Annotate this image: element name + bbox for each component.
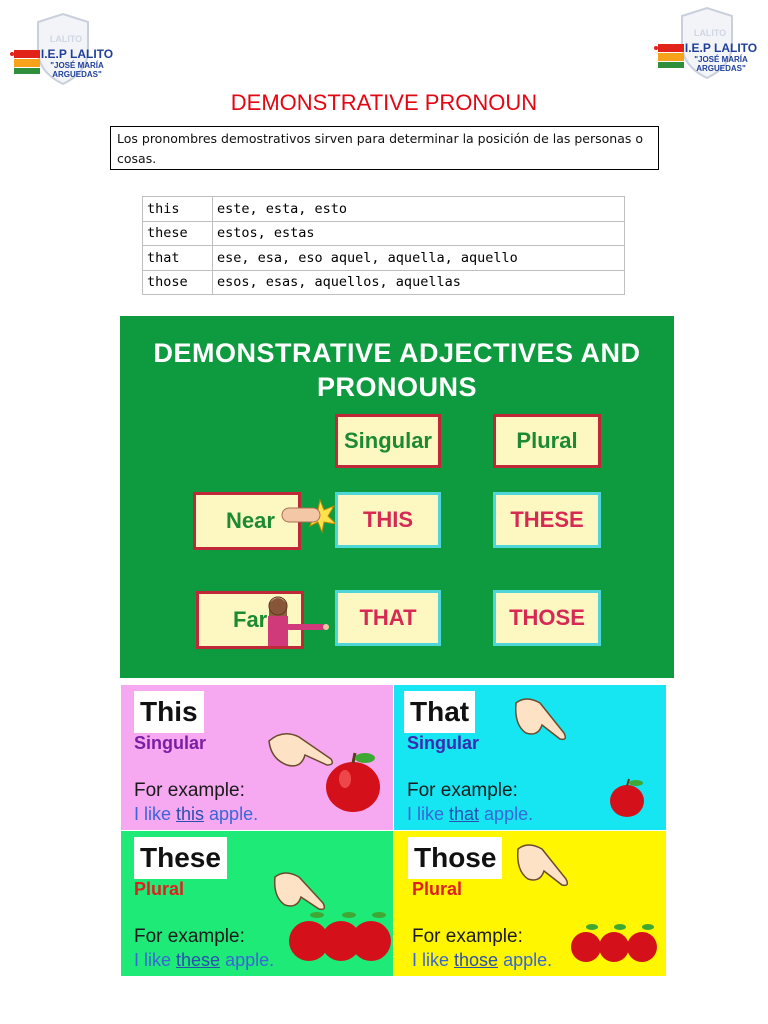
logo-name: I.E.P LALITO (684, 41, 758, 55)
pointing-hand-icon (512, 693, 572, 747)
quadrant-word: Those (408, 837, 502, 879)
far-label: Far (233, 607, 268, 632)
this-card (335, 492, 441, 548)
quadrant-number: Singular (407, 733, 480, 753)
table-cell-en: these (143, 221, 213, 246)
chart-title-line-2: PRONOUNS (316, 372, 477, 402)
pointing-girl-icon (262, 594, 332, 648)
table-cell-es: estos, estas (213, 221, 625, 246)
apple-icon (323, 749, 387, 815)
example-label: For example: (407, 780, 518, 801)
logo-subtitle-1: "JOSÉ MARÍA (694, 55, 748, 64)
these-card (493, 492, 601, 548)
that-label: THAT (359, 605, 417, 630)
intro-text: Los pronombres demostrativos sirven para determinar la posición de las personas o cosas. (110, 126, 659, 170)
pronoun-table (142, 196, 625, 295)
quadrant-this (121, 685, 393, 830)
these-label: THESE (510, 507, 584, 532)
example-sentence: I like that apple. (407, 804, 534, 824)
example-sentence: I like those apple. (412, 950, 553, 970)
example-keyword: these (176, 950, 221, 970)
quadrant-number: Singular (134, 733, 207, 753)
apples-icon (570, 919, 664, 965)
examples-grid (121, 685, 666, 976)
table-cell-en: that (143, 246, 213, 271)
example-sentence: I like these apple. (134, 950, 275, 970)
example-keyword: that (449, 804, 480, 824)
plural-card (493, 414, 601, 468)
that-card (335, 590, 441, 646)
quadrant-number: Plural (412, 879, 463, 899)
example-label: For example: (134, 926, 245, 947)
example-label: For example: (412, 926, 523, 947)
quadrant-that (394, 685, 666, 830)
example-sentence: I like this apple. (134, 804, 259, 824)
table-cell-es: ese, esa, eso aquel, aquella, aquello (213, 246, 625, 271)
example-keyword: this (176, 804, 205, 824)
apples-icon (287, 907, 393, 965)
apple-icon (608, 777, 648, 819)
table-row (143, 221, 625, 246)
quadrant-word: This (134, 691, 204, 733)
table-cell-en: those (143, 270, 213, 295)
quadrant-number: Plural (134, 879, 185, 899)
chart-title-line-1: DEMONSTRATIVE ADJECTIVES AND (153, 338, 641, 368)
logo-top-word: LALITO (693, 28, 727, 38)
quadrant-these (121, 831, 393, 976)
page-title: DEMONSTRATIVE PRONOUN (230, 90, 538, 115)
logo-top-word: LALITO (49, 34, 83, 44)
quadrant-those (394, 831, 666, 976)
logo-subtitle-1: "JOSÉ MARÍA (50, 61, 104, 70)
table-row (143, 197, 625, 222)
table-row (143, 246, 625, 271)
table-cell-es: esos, esas, aquellos, aquellas (213, 270, 625, 295)
chart-title (120, 336, 674, 404)
quadrant-word: These (134, 837, 227, 879)
example-keyword: those (454, 950, 499, 970)
this-label: THIS (362, 507, 414, 532)
table-cell-es: este, esta, esto (213, 197, 625, 222)
school-logo-right (652, 4, 762, 84)
example-label: For example: (134, 780, 245, 801)
demonstratives-chart (120, 316, 674, 678)
logo-name: I.E.P LALITO (40, 47, 114, 61)
singular-label: Singular (343, 428, 432, 453)
table-row (143, 270, 625, 295)
pointing-hand-icon (280, 498, 336, 534)
those-card (493, 590, 601, 646)
logo-subtitle-2: ARGUEDAS" (696, 64, 746, 73)
those-label: THOSE (509, 605, 585, 630)
quadrant-word: That (404, 691, 475, 733)
singular-card (335, 414, 441, 468)
table-cell-en: this (143, 197, 213, 222)
near-label: Near (226, 508, 275, 533)
logo-subtitle-2: ARGUEDAS" (52, 70, 102, 79)
school-logo-left (8, 10, 118, 90)
pointing-hand-icon (514, 839, 574, 893)
plural-label: Plural (516, 428, 578, 453)
